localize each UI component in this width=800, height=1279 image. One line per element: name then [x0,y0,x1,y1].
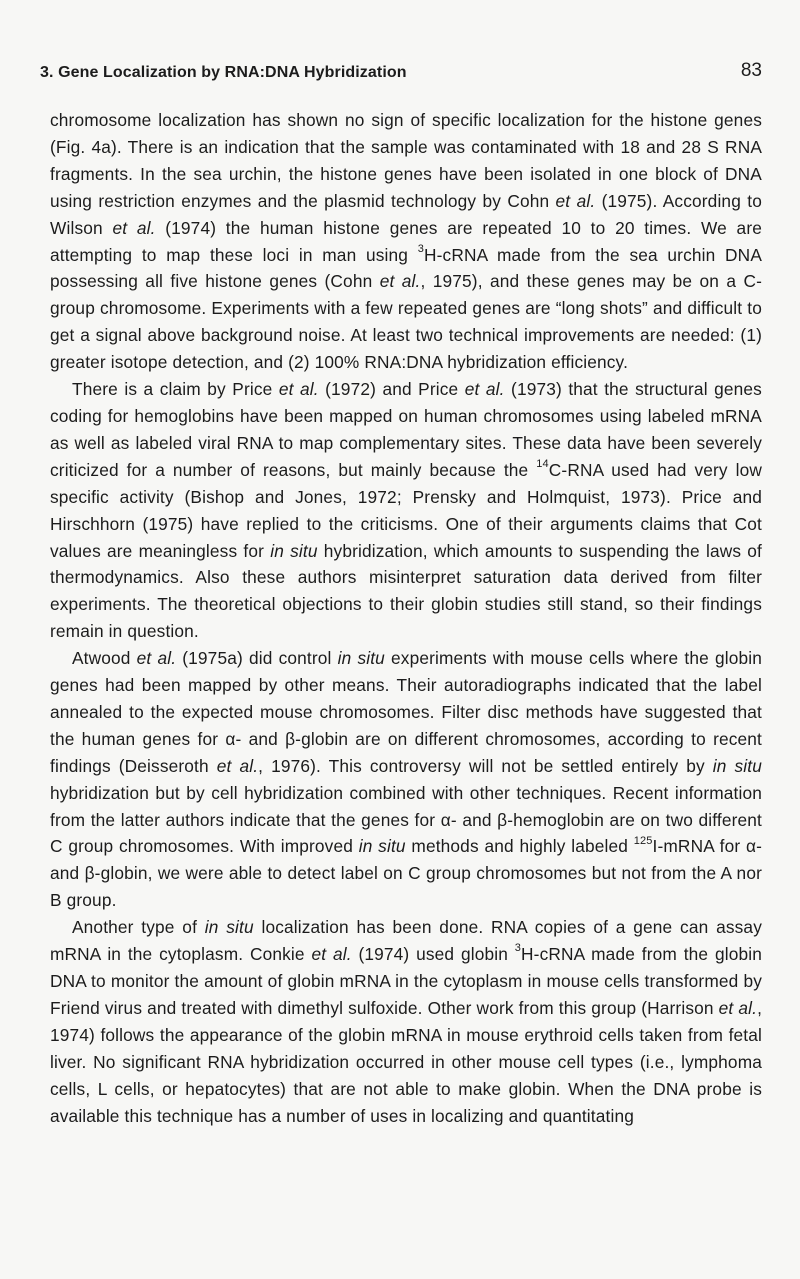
text-run: , 1975), and these genes may be on a C-group chromosome. Experiments with a few repeated genes are “long shots” and difficult to get a signal above background noise. At least two technical improvements are needed: (1) greater isotope detection, and (2) 100% RNA:DNA hybridization efficiency. [50,271,762,373]
text-run: localization has been done. RNA copies of a gene can assay mRNA in the cytoplasm. Conkie [50,917,762,965]
superscript: 3 [417,242,425,255]
text-run: Another type of [72,917,205,938]
text-run: (1974) the human histone genes are repeated 10 to 20 times. We are attempting to map these loci in man using [50,217,762,265]
text-run: I-mRNA for α- and β-globin, we were able to detect label on C group chromosomes but not from the A nor B group. [50,836,763,911]
italic-text: et al. [464,379,505,400]
italic-text: et al. [718,997,758,1018]
page-number: 83 [740,60,762,81]
text-run: chromosome localization has shown no sign of specific localization for the histone genes (Fig. 4a). There is an indication that the sample was contaminated with 18 and 28 S RNA fragments. In the sea urchin, the histone genes have been isolated in one block of DNA using restriction enzymes and the plasmid technology by Cohn [50,110,762,211]
paragraph [50,645,762,914]
paragraph [50,107,762,376]
page-header [40,60,762,88]
superscript: 3 [514,942,522,955]
italic-text: in situ [358,836,406,857]
italic-text: et al. [311,944,352,965]
text-run: , 1974) follows the appearance of the globin mRNA in mouse erythroid cells taken from fetal liver. No significant RNA hybridization occurred in other mouse cell types (i.e., lymphoma cells, L cells, or hepatocytes) that are not able to make globin. When the DNA probe is available this technique has a number of uses in localizing and quantitating [50,997,763,1126]
text-run: (1972) and Price [318,379,465,400]
text-run: (1973) that the structural genes coding for hemoglobins have been mapped on human chromosomes using labeled mRNA as well as labeled viral RNA to map complementary sites. These data have been severely criticized for a number of reasons, but mainly because the [50,379,762,480]
italic-text: et al. [278,379,319,400]
text-run: hybridization but by cell hybridization combined with other techniques. Recent information from the latter authors indicate that the genes for α- and β-hemoglobin are on two different C group chromosomes. With improved [50,782,762,857]
italic-text: et al. [112,217,156,238]
text-run: There is a claim by Price [72,379,279,400]
text-run: hybridization, which amounts to suspending the laws of thermodynamics. Also these authors misinterpret saturation data derived from filter experiments. The theoretical objections to their globin studies still stand, so their findings remain in question. [50,540,763,642]
text-run: experiments with mouse cells where the globin genes had been mapped by other means. Their autoradiographs indicated that the label annealed to the expected mouse chromosomes. Filter disc methods have suggested that the human genes for α- and β-globin are on different chromosomes, according to recent findings (Deisseroth [50,648,762,776]
body-text [50,107,762,1129]
superscript: 125 [633,834,653,847]
text-run: Atwood [72,648,137,669]
italic-text: et al. [216,755,259,776]
italic-text: et al. [379,271,421,292]
italic-text: in situ [337,648,385,669]
text-run: H-cRNA made from the sea urchin DNA possessing all five histone genes (Cohn [50,244,762,292]
italic-text: in situ [712,755,762,776]
text-run: H-cRNA made from the globin DNA to monitor the amount of globin mRNA in the cytoplasm in mouse cells transformed by Friend virus and treated with dimethyl sulfoxide. Other work from this group (Harrison [50,944,762,1018]
text-run: (1974) used globin [351,944,515,965]
text-run: , 1976). This controversy will not be settled entirely by [258,755,713,776]
paragraph [50,914,762,1129]
running-head: 3. Gene Localization by RNA:DNA Hybridization [40,64,407,81]
paragraph [50,376,762,645]
italic-text: et al. [555,190,596,211]
text-run: methods and highly labeled [405,836,634,857]
text-run: (1975a) did control [176,648,338,669]
italic-text: in situ [270,540,318,561]
superscript: 14 [536,458,549,471]
italic-text: et al. [136,648,177,669]
text-run: C-RNA used had very low specific activity (Bishop and Jones, 1972; Prensky and Holmquist, 1973). Price and Hirschhorn (1975) have replied to the criticisms. One of their arguments claims that Cot values are meaningless for [50,459,762,561]
italic-text: in situ [204,917,254,938]
text-run: (1975). According to Wilson [50,190,762,238]
